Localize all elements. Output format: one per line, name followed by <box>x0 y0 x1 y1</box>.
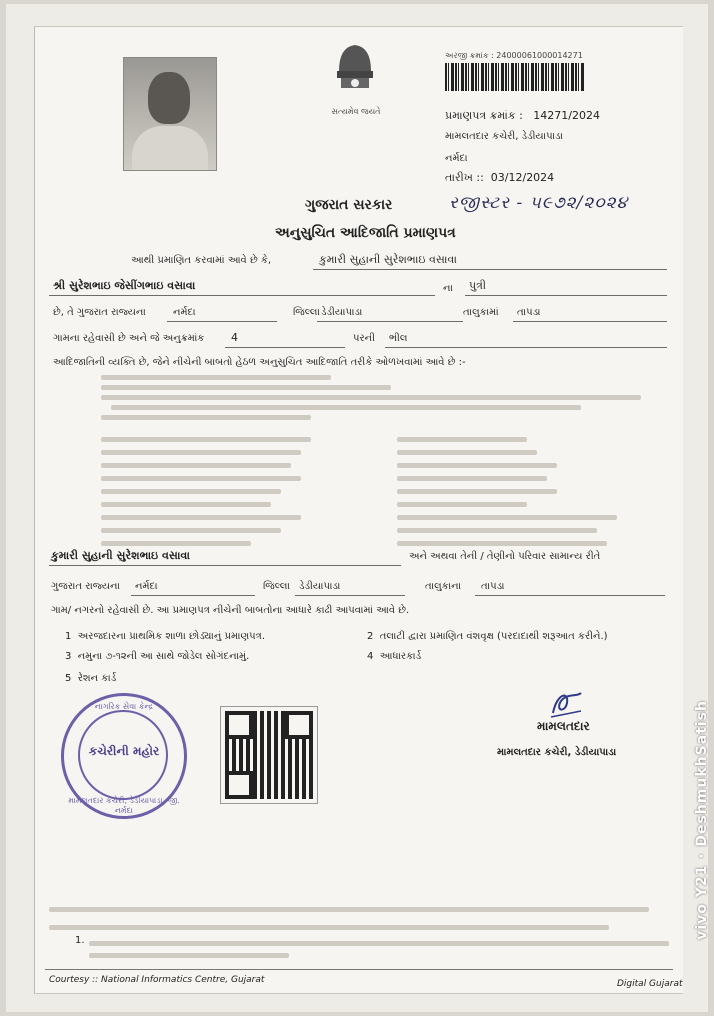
emblem-caption: સત્યમેવ જયતે <box>331 107 381 116</box>
photo-background <box>6 4 708 1012</box>
resident-label: ગામના રહેવાસી છે અને જે અનુક્રમાંક <box>53 333 205 344</box>
taluka-label: તાલુકામાં <box>463 307 499 318</box>
government-title: ગુજરાત સરકાર <box>305 197 393 213</box>
qr-code <box>221 707 317 803</box>
office-seal-stamp <box>61 693 187 819</box>
footer-courtesy: Courtesy :: National Informatics Centre, Gujarat <box>49 975 265 985</box>
family-sentence: અને અથવા તેની / તેણીનો પરિવાર સામાન્ય રીતે <box>409 551 601 562</box>
tribe: ભીલ <box>389 333 408 344</box>
document-item-2: 2 તલાટી દ્વારા પ્રમાણિત વંશવૃક્ષ (પરદાદાથી શરૂઆત કરીને.) <box>367 631 608 642</box>
stamp-center-text: કચેરીની મહોર <box>88 744 160 758</box>
taluka2-value: તાપડા <box>481 581 505 592</box>
relation: પુત્રી <box>469 279 487 292</box>
tribe-sentence: આદિજાતિની વ્યક્તિ છે, જેને નીચેની બાબતો હેઠળ અનુસુચિત આદિજાતિ તરીકે ઓળખવામાં આવે છે :- <box>53 357 466 368</box>
document-item-4: 4 આધારકાર્ડ <box>367 651 422 662</box>
stamp-top-text: નાગરિક સેવા કેન્દ્ર <box>94 702 154 711</box>
barcode-label: અરજી ક્રમાંક : 24000061000014271 <box>445 51 583 60</box>
state2-prefix: ગુજરાત રાજ્યના <box>51 581 120 592</box>
certificate-title: અનુસુચિત આદિજાતિ પ્રમાણપત્ર <box>275 225 456 241</box>
notes-block: 1. <box>49 903 669 963</box>
serial-no: 4 <box>231 331 238 344</box>
document-item-1: 1 અરજદારના પ્રાથમિક શાળા છોડ્યાનું પ્રમાણપત્ર. <box>65 631 265 642</box>
district2-label: જિલ્લા <box>263 581 290 592</box>
father-name: શ્રી સુરેશભાઇ જેસીંગભાઇ વસાવા <box>53 279 196 292</box>
certificate-page <box>34 26 683 994</box>
issue-date: 03/12/2024 <box>490 171 555 184</box>
signatory-title: મામલતદાર <box>537 719 590 733</box>
taluka-value: તાપડા <box>517 307 541 318</box>
footer-digital-gujarat: Digital Gujarat <box>617 979 683 989</box>
applicant-name: કુમારી સુહાની સુરેશભાઇ વસાવા <box>319 253 457 266</box>
certificate-no-row: પ્રમાણપત્ર ક્રમાંક : 14271/2024 <box>445 109 600 122</box>
national-emblem-icon <box>325 37 385 115</box>
barcode <box>445 63 585 91</box>
district-label: જિલ્લા <box>293 307 320 318</box>
state-district: નર્મદા <box>173 307 196 318</box>
stamp-bottom-text: મામલતદાર કચેરી, ડેડીયાપાડા, જી. નર્મદા <box>68 796 180 815</box>
district-value: ડેડીયાપાડા <box>321 307 363 318</box>
applicant-name-repeat: કુમારી સુહાની સુરેશભાઇ વસાવા <box>51 549 190 562</box>
na-label: ના <box>443 283 453 294</box>
district2-value: ડેડીયાપાડા <box>299 581 341 592</box>
state-prefix: છે, તે ગુજરાત રાજ્યના <box>53 307 146 318</box>
legal-orders-block <box>101 373 641 429</box>
camera-watermark: vivo Y21 · DeshmukhSatish <box>694 700 710 940</box>
taluka2-label: તાલુકાના <box>425 581 462 592</box>
legal-orders-right <box>397 437 657 547</box>
certify-prefix: આથી પ્રમાણિત કરવામાં આવે છે કે, <box>131 255 272 266</box>
state2-district: નર્મદા <box>135 581 158 592</box>
handwritten-register-no: રજીસ્ટર - ૫૯૭૨/૨૦૨૪ <box>449 193 629 213</box>
signature-icon <box>547 687 587 721</box>
tribe-label: પરની <box>353 333 375 344</box>
district-header: નર્મદા <box>445 153 468 164</box>
signatory-office: મામલતદાર કચેરી, ડેડીયાપાડા <box>497 747 617 758</box>
basis-sentence: ગામ/ નગરનો રહેવાસી છે. આ પ્રમાણપત્ર નીચેની બાબતોના આધારે કાઢી આપવામાં આવે છે. <box>51 605 410 616</box>
date-row: તારીખ :: 03/12/2024 <box>445 171 555 184</box>
legal-orders-left <box>101 437 371 547</box>
certificate-no: 14271/2024 <box>533 109 600 122</box>
office-header: મામલતદાર કચેરી, ડેડીયાપાડા <box>445 131 563 142</box>
document-item-5: 5 રેશન કાર્ડ <box>65 673 117 684</box>
applicant-photo <box>123 57 217 171</box>
document-item-3: 3 નમુના ૭-૧૨ની આ સાથે જોડેલ સોગંદનામું. <box>65 651 250 662</box>
